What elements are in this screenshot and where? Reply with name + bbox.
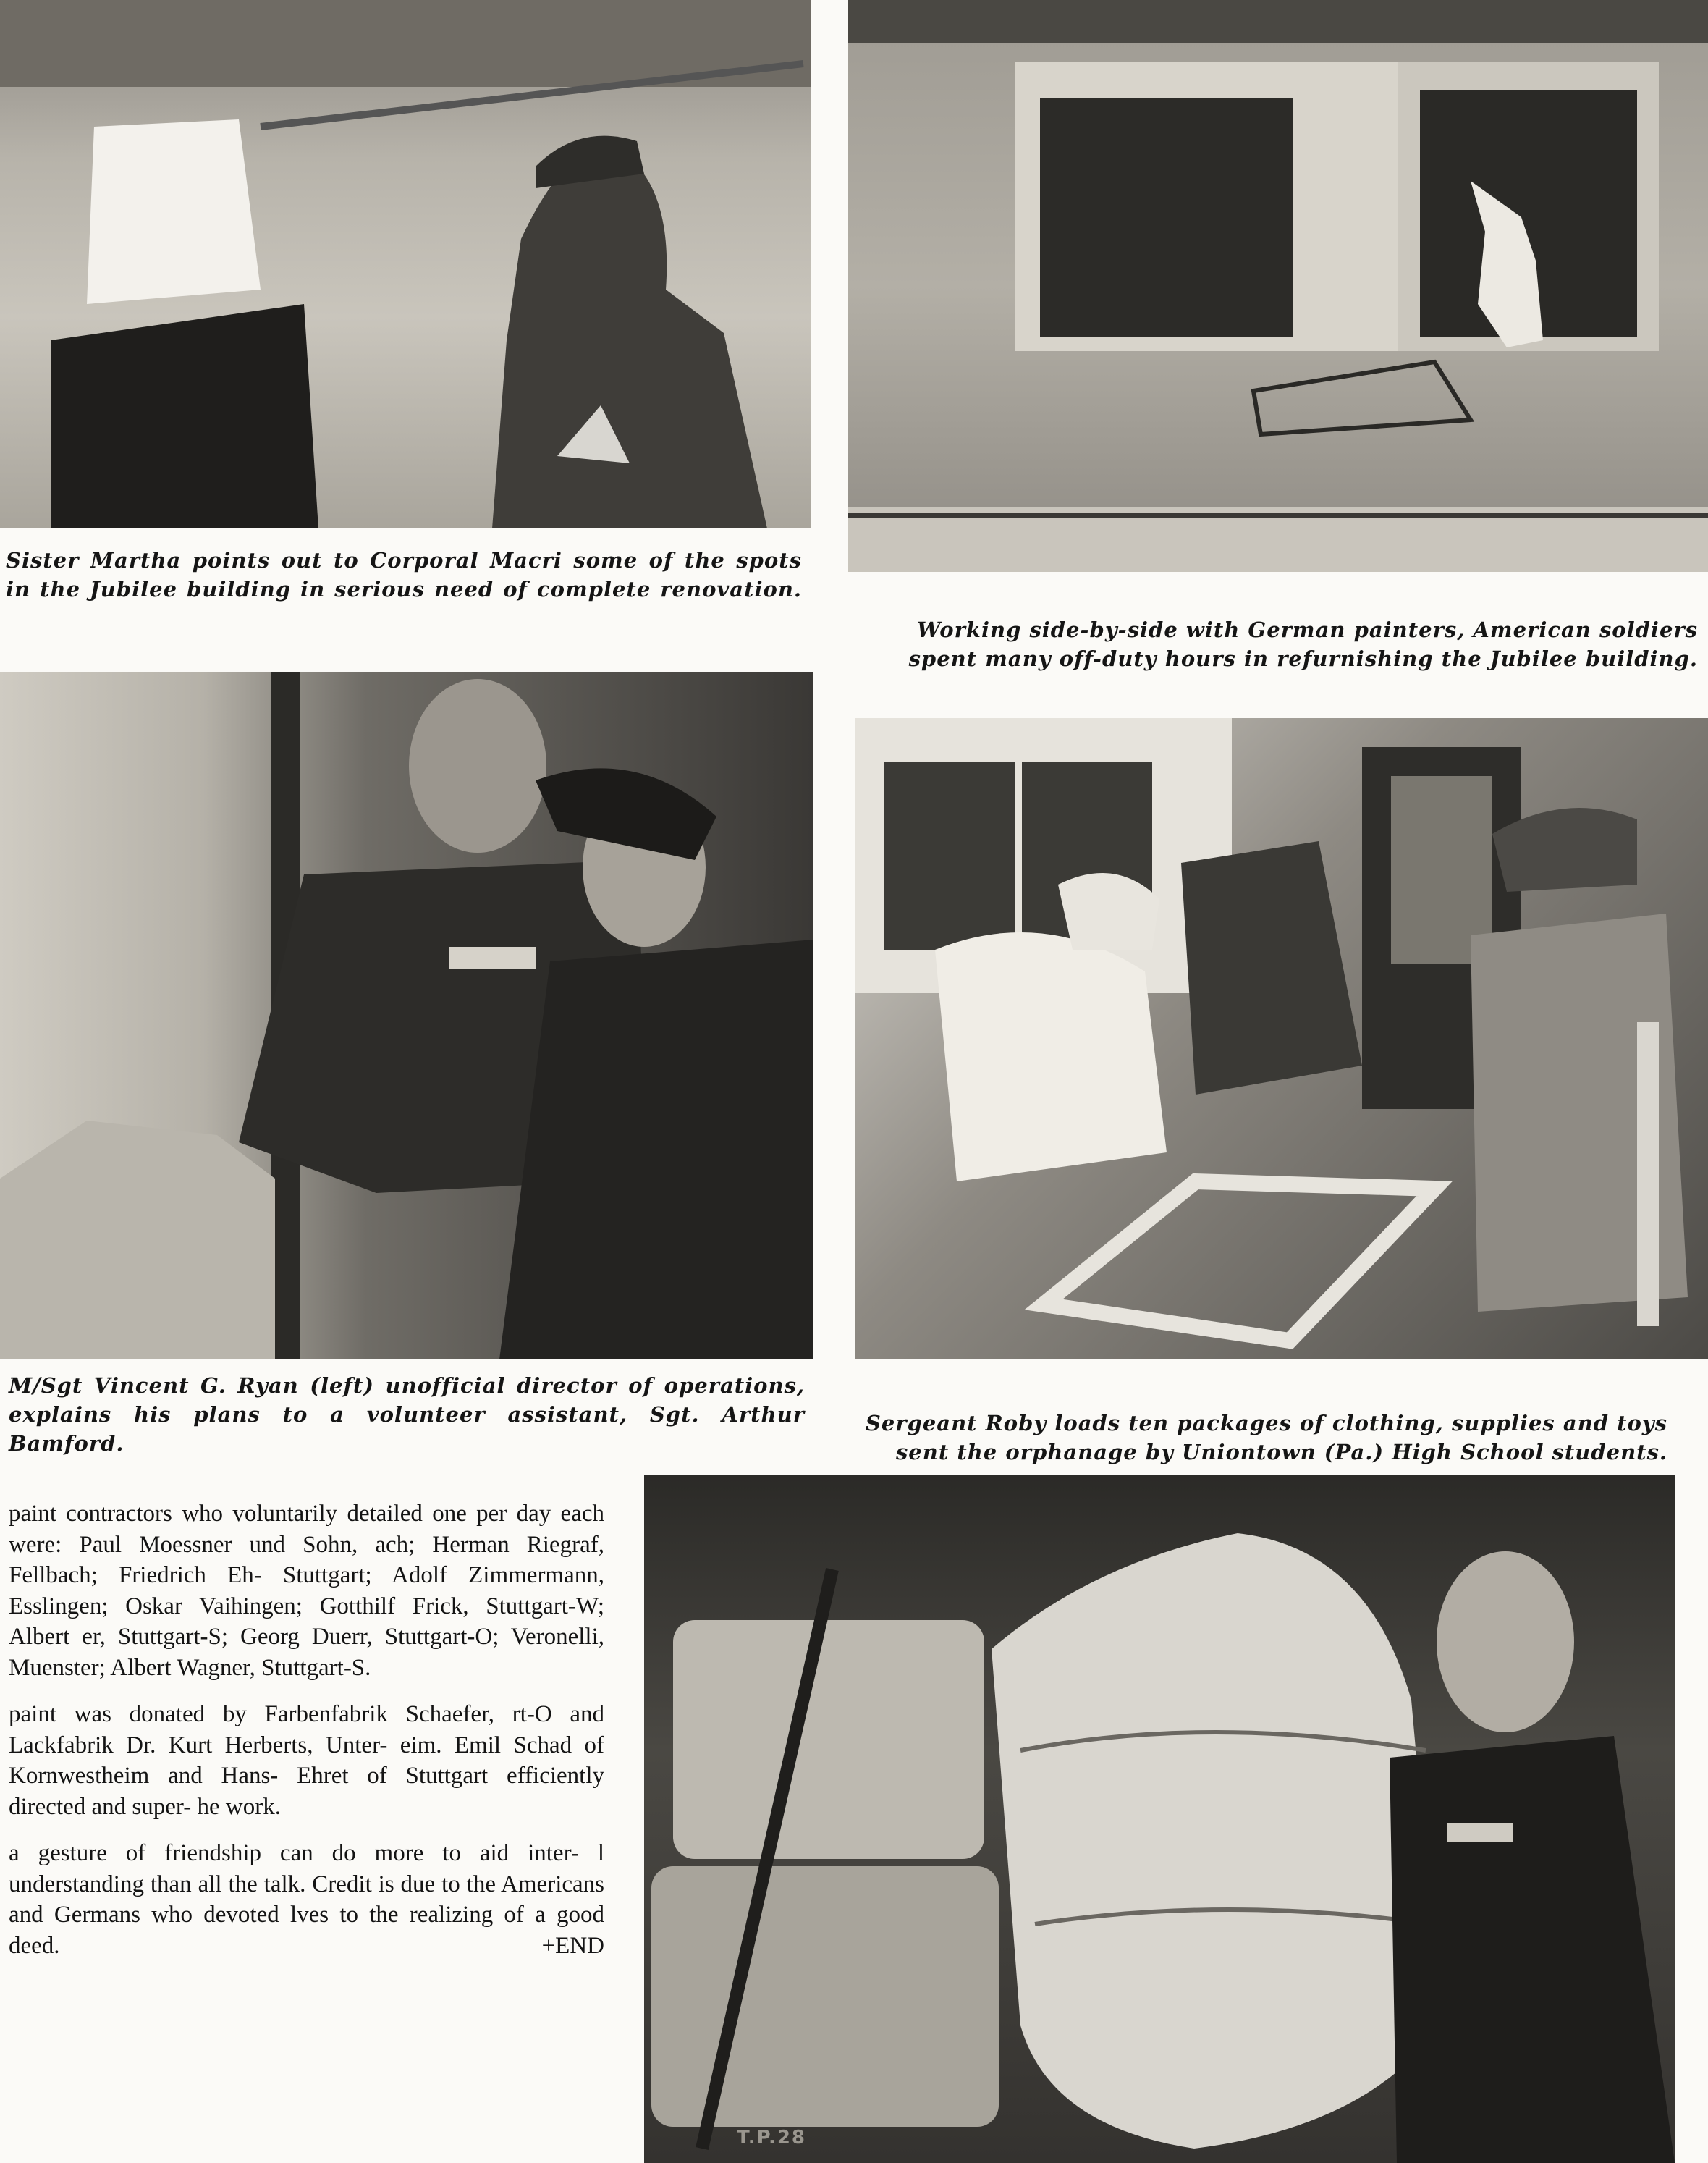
photo-window-workshop: [855, 718, 1708, 1359]
photo-sister-martha: [0, 0, 811, 528]
article-paragraph: [0, 1838, 604, 1961]
caption-roby: Sergeant Roby loads ten packages of clothing, supplies and toys sent the orphanage by Uniontown (Pa.) High School students.: [865, 1411, 1667, 1464]
article-paragraph-text: a gesture of friendship can do more to aid inter- l understanding than all the talk. Credit is due to the Americans and Germans who devoted lves to the realizing of a good deed.: [9, 1840, 604, 1959]
article-body: [0, 1498, 604, 1977]
caption-painters: Working side-by-side with German painters, American soldiers spent many off-duty hours in refurnishing the Jubilee building.: [908, 617, 1698, 671]
end-mark: +END: [541, 1932, 604, 1959]
photo-packages: [644, 1475, 1675, 2163]
photo-ryan-bamford: [0, 672, 813, 1359]
article-paragraph: paint was donated by Farbenfabrik Schaefer, rt-O and Lackfabrik Dr. Kurt Herberts, Unter- eim. Emil Schad of Kornwestheim and Hans- Ehret of Stuttgart efficiently directed and super- he work.: [9, 1701, 604, 1820]
truck-marking: T.P.28: [737, 2127, 807, 2149]
caption-ryan-bamford: M/Sgt Vincent G. Ryan (left) unofficial director of operations, explains his plans to a volunteer assistant, Sgt. Arthur Bamford.: [9, 1373, 805, 1456]
photo-painters: [848, 0, 1708, 572]
caption-sister-martha: Sister Martha points out to Corporal Macri some of the spots in the Jubilee building in serious need of complete renovation.: [6, 548, 802, 602]
article-paragraph: paint contractors who voluntarily detailed one per day each were: Paul Moessner und Sohn, ach; Herman Riegraf, Fellbach; Friedrich Eh- Stuttgart; Adolf Zimmermann, Esslingen; Oskar Vaihingen; Gotthilf Frick, Stuttgart-W; Albert er, Stuttgart-S; Georg Duerr, Stuttgart-O; Veronelli, Muenster; Albert Wagner, Stuttgart-S.: [9, 1501, 604, 1681]
